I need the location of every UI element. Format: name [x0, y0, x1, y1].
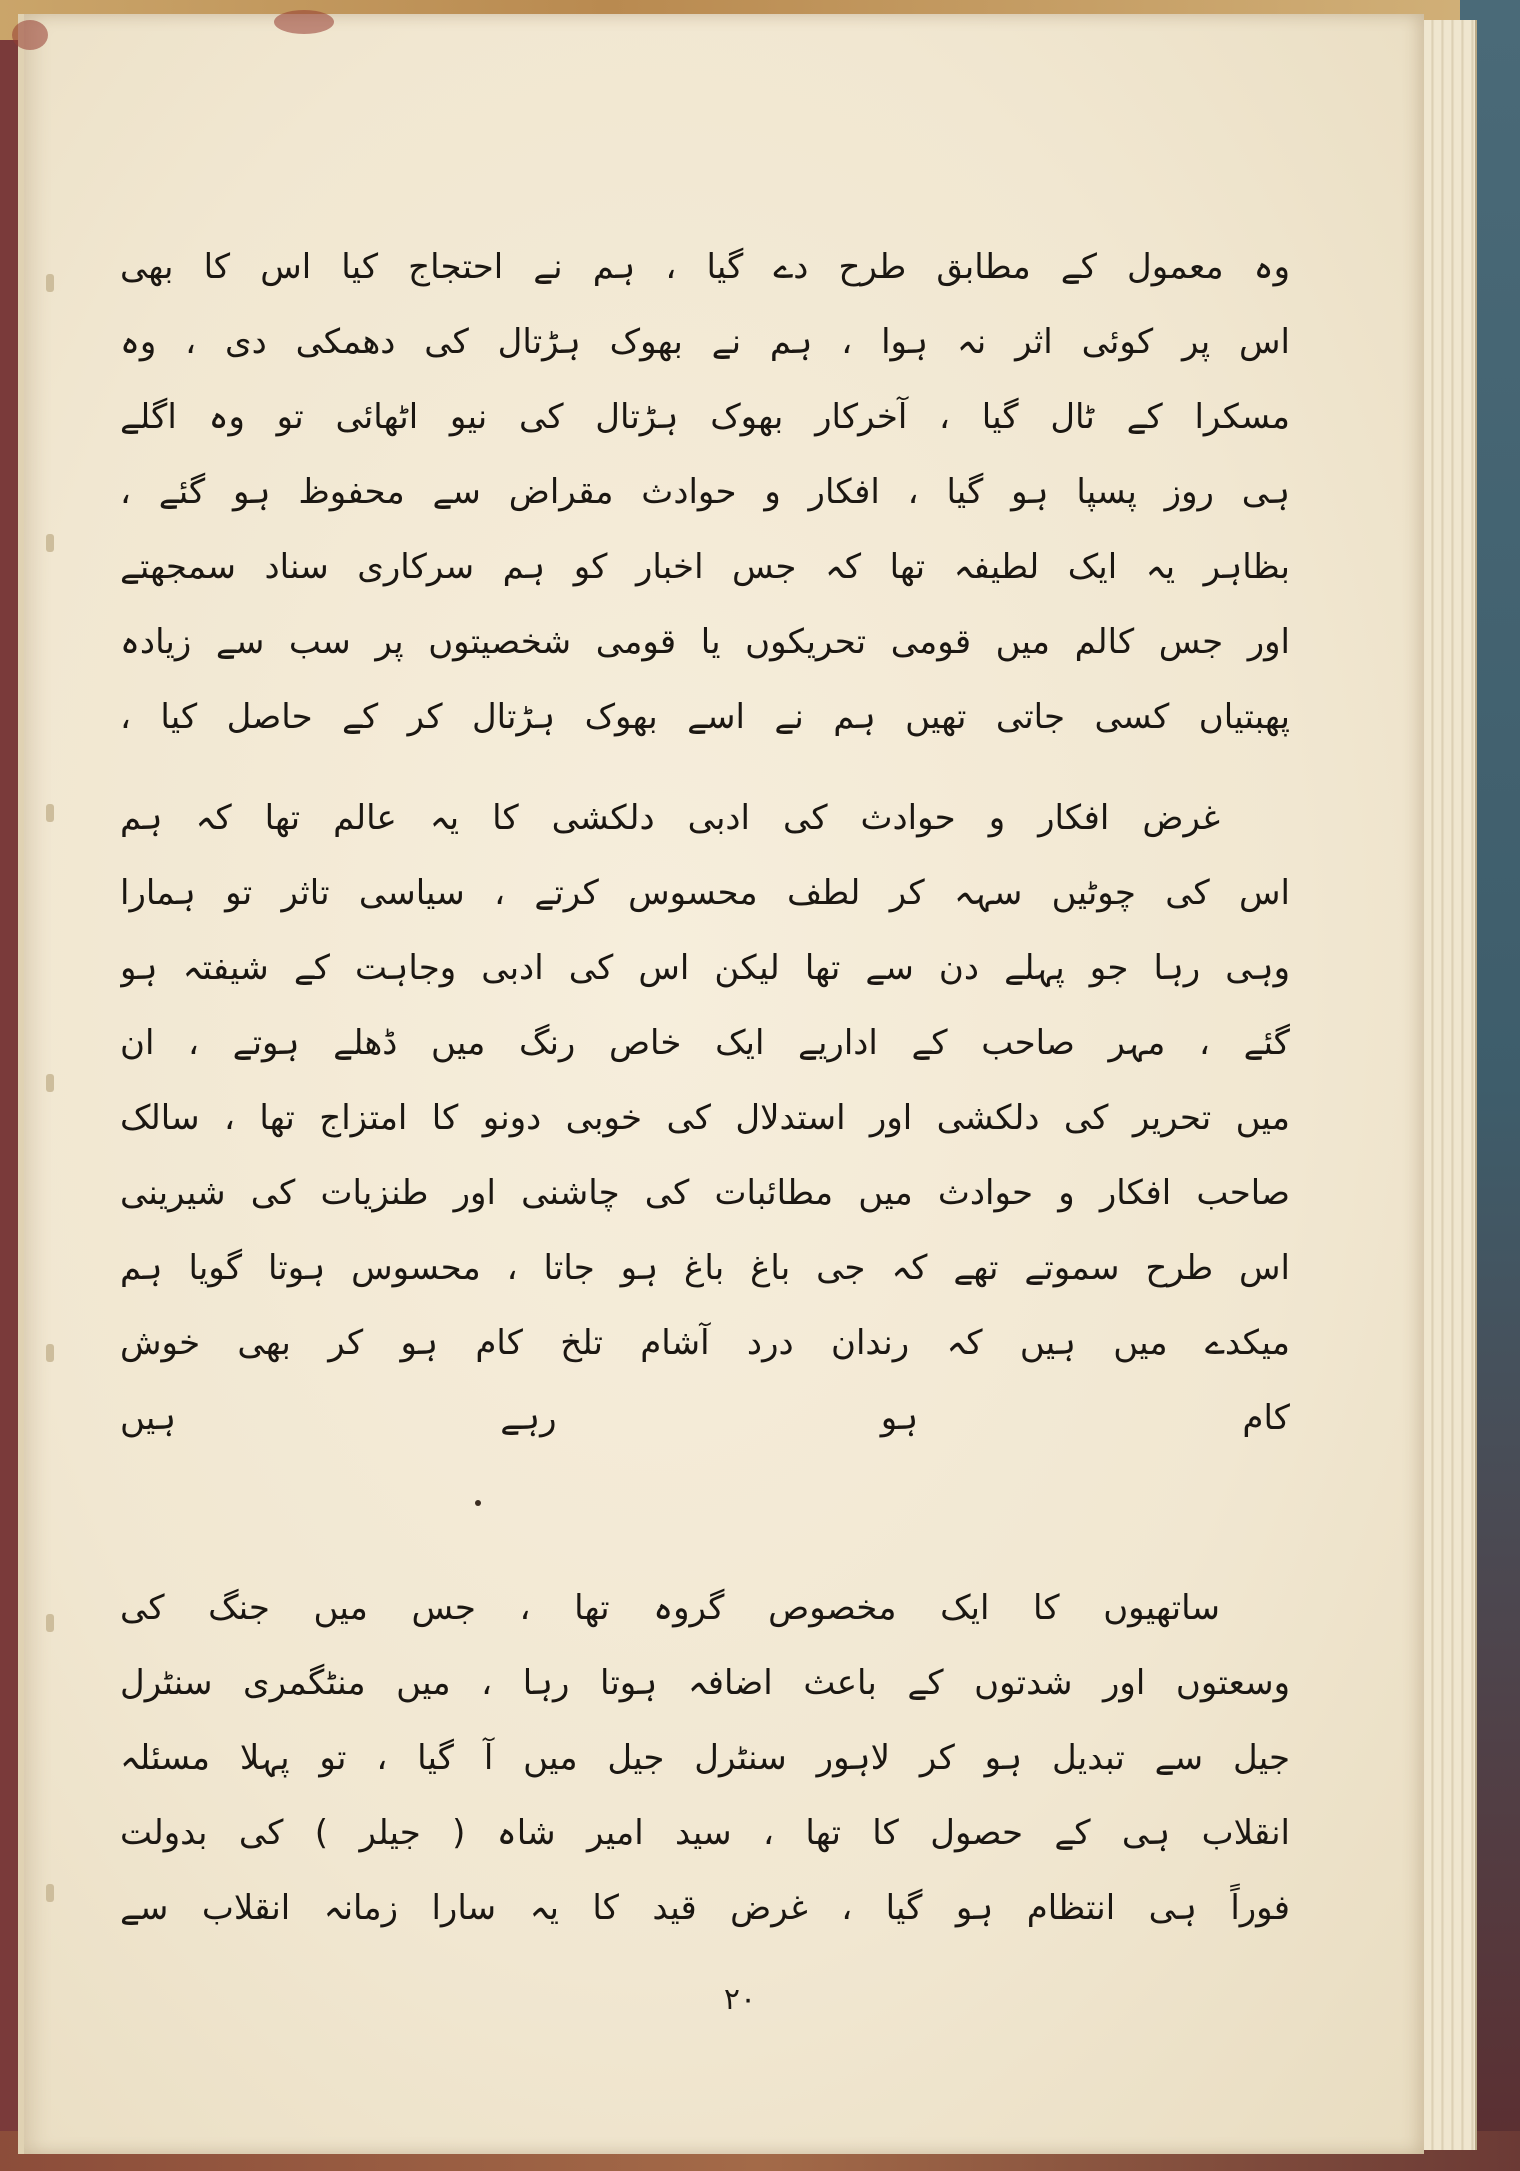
- text-line: اور جس کالم میں قومی تحریکوں یا قومی شخصیتوں پر سب سے زیادہ: [120, 622, 1290, 662]
- body-text: [120, 230, 1290, 1946]
- page-number: ۲۰: [723, 1982, 757, 2017]
- text-line: وسعتوں اور شدتوں کے باعث اضافہ ہوتا رہا ، میں منٹگمری سنٹرل: [120, 1663, 1290, 1703]
- ink-stain: [12, 20, 48, 50]
- text-line: ساتھیوں کا ایک مخصوص گروہ تھا ، جس میں جنگ کی: [120, 1588, 1220, 1628]
- text-line: انقلاب ہی کے حصول کا تھا ، سید امیر شاہ ( جیلر ) کی بدولت: [120, 1813, 1290, 1853]
- text-line: پھبتیاں کسی جاتی تھیں ہم نے اسے بھوک ہڑتال کر کے حاصل کیا ،: [120, 697, 1290, 737]
- paragraph-1: [120, 230, 1290, 755]
- text-line: غرض افکار و حوادث کی ادبی دلکشی کا یہ عالم تھا کہ ہم: [120, 798, 1220, 838]
- text-line: صاحب افکار و حوادث میں مطائبات کی چاشنی اور طنزیات کی شیرینی: [120, 1173, 1290, 1213]
- ink-dot: [475, 1500, 481, 1506]
- text-line: [120, 1456, 1290, 1531]
- ink-stain: [274, 10, 334, 34]
- text-line: مسکرا کے ٹال گیا ، آخرکار بھوک ہڑتال کی نیو اٹھائی تو وہ اگلے: [120, 397, 1290, 437]
- text-line: فوراً ہی انتظام ہو گیا ، غرض قید کا یہ سارا زمانہ انقلاب سے: [120, 1888, 1290, 1928]
- text-line: وہی رہا جو پہلے دن سے تھا لیکن اس کی ادبی وجاہت کے شیفتہ ہو: [120, 948, 1290, 988]
- text-line: ہی روز پسپا ہو گیا ، افکار و حوادث مقراض سے محفوظ ہو گئے ،: [120, 472, 1290, 512]
- binding-stitches: [46, 14, 56, 2154]
- paragraph-2: [120, 781, 1290, 1531]
- text-line: وہ معمول کے مطابق طرح دے گیا ، ہم نے احتجاج کیا اس کا بھی: [120, 247, 1290, 287]
- text-line: کام ہو رہے ہیں: [120, 1398, 1290, 1438]
- text-line: جیل سے تبدیل ہو کر لاہور سنٹرل جیل میں آ گیا ، تو پہلا مسئلہ: [120, 1738, 1290, 1778]
- text-line: میں تحریر کی دلکشی اور استدلال کی خوبی دونو کا امتزاج تھا ، سالک: [120, 1098, 1290, 1138]
- text-line: بظاہر یہ ایک لطیفہ تھا کہ جس اخبار کو ہم سرکاری سناد سمجھتے: [120, 547, 1290, 587]
- text-line: میکدے میں ہیں کہ رندان درد آشام تلخ کام ہو کر بھی خوش: [120, 1323, 1290, 1363]
- text-line: اس کی چوٹیں سہہ کر لطف محسوس کرتے ، سیاسی تاثر تو ہمارا: [120, 873, 1290, 913]
- text-line: گئے ، مہر صاحب کے اداریے ایک خاص رنگ میں ڈھلے ہوتے ، ان: [120, 1023, 1290, 1063]
- text-line: اس طرح سموتے تھے کہ جی باغ باغ ہو جاتا ، محسوس ہوتا گویا ہم: [120, 1248, 1290, 1288]
- text-line: اس پر کوئی اثر نہ ہوا ، ہم نے بھوک ہڑتال کی دھمکی دی ، وہ: [120, 322, 1290, 362]
- paragraph-3: [120, 1571, 1290, 1946]
